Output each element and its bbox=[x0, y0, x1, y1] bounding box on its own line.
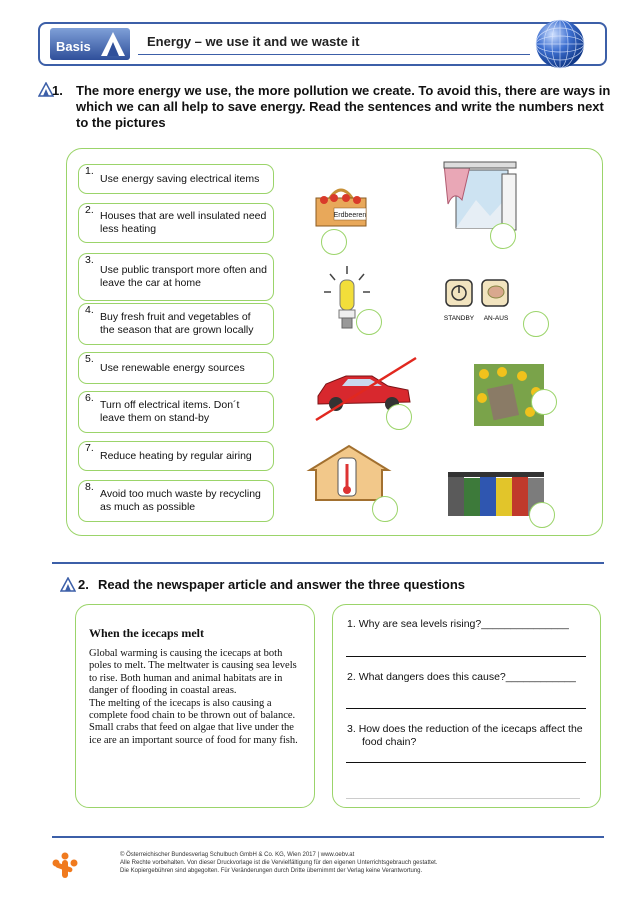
sentence-item-4 bbox=[78, 303, 274, 345]
item-number: 1. bbox=[85, 165, 94, 177]
sentence-item-5 bbox=[78, 352, 274, 384]
answer-circle-standby[interactable] bbox=[523, 311, 549, 337]
question-number: 2. bbox=[347, 671, 356, 683]
sentence-item-2 bbox=[78, 203, 274, 243]
sentence-item-7 bbox=[78, 441, 274, 471]
section-divider bbox=[52, 562, 604, 564]
question-number: 1. bbox=[347, 618, 356, 630]
answer-circle-window[interactable] bbox=[490, 223, 516, 249]
sentence-item-6 bbox=[78, 391, 274, 433]
basis-badge bbox=[50, 28, 130, 60]
page-title: Energy – we use it and we waste it bbox=[147, 34, 360, 49]
item-text: Turn off electrical items. Don´t leave them on stand-by bbox=[100, 399, 240, 424]
level-label: Basis bbox=[56, 39, 91, 54]
sentence-item-3 bbox=[78, 253, 274, 301]
answer-circle-basket[interactable] bbox=[321, 229, 347, 255]
task2-text: Read the newspaper article and answer the three questions bbox=[98, 577, 465, 592]
sentence-item-1 bbox=[78, 164, 274, 194]
item-text: Use energy saving electrical items bbox=[100, 172, 260, 185]
answer-circle-bulb[interactable] bbox=[356, 309, 382, 335]
item-number: 7. bbox=[85, 442, 94, 454]
item-text: Buy fresh fruit and vegetables of the season that are grown locally bbox=[100, 311, 254, 336]
task2-number: 2. bbox=[78, 577, 89, 592]
item-text: Reduce heating by regular airing bbox=[100, 449, 252, 462]
footer-line-1: © Österreichischer Bundesverlag Schulbuch GmbH & Co. KG, Wien 2017 | www.oebv.at bbox=[120, 852, 355, 858]
item-number: 3. bbox=[85, 254, 94, 266]
question-text: Why are sea levels rising?_______________ bbox=[358, 618, 569, 630]
task1-number: 1. bbox=[52, 83, 63, 98]
sentence-item-8 bbox=[78, 480, 274, 522]
question-3 bbox=[347, 723, 600, 748]
an-aus-label: AN-AUS bbox=[483, 315, 509, 322]
open-window-icon bbox=[440, 160, 522, 234]
item-number: 8. bbox=[85, 481, 94, 493]
footer-line-3: Die Kopiergebühren sind abgegolten. Für Veränderungen durch Dritte übernimmt der Verlag keine Verantwortung. bbox=[120, 868, 423, 874]
question-text: How does the reduction of the icecaps affect the food chain? bbox=[358, 723, 583, 748]
basket-label: Erdbeeren bbox=[333, 212, 367, 219]
level-triangle-icon bbox=[100, 30, 126, 58]
item-number: 2. bbox=[85, 204, 94, 216]
answer-line-1[interactable] bbox=[346, 656, 586, 657]
answer-circle-car[interactable] bbox=[386, 404, 412, 430]
task-level-icon bbox=[60, 577, 76, 593]
strawberry-basket-icon bbox=[312, 180, 370, 230]
answer-circle-bins[interactable] bbox=[529, 502, 555, 528]
item-text: Use renewable energy sources bbox=[100, 361, 245, 374]
item-text: Houses that are well insulated need less heating bbox=[100, 210, 267, 235]
item-text: Avoid too much waste by recycling as much as possible bbox=[100, 488, 261, 513]
footer-divider bbox=[52, 836, 604, 838]
question-text: What dangers does this cause?____________ bbox=[358, 671, 576, 683]
answer-line-3[interactable] bbox=[346, 762, 586, 763]
item-text: Use public transport more often and leave the car at home bbox=[100, 264, 267, 289]
question-1 bbox=[347, 618, 592, 631]
answer-line-2[interactable] bbox=[346, 708, 586, 709]
insulated-house-icon bbox=[306, 444, 392, 502]
standby-switch-icon bbox=[442, 276, 514, 324]
questions-frame bbox=[332, 604, 601, 808]
article-title: When the icecaps melt bbox=[89, 626, 204, 640]
item-number: 4. bbox=[85, 304, 94, 316]
answer-circle-house[interactable] bbox=[372, 496, 398, 522]
footer-line-2: Alle Rechte vorbehalten. Von dieser Druckvorlage ist die Vervielfältigung für den eigenen Unterrichtsgebrauch gestattet. bbox=[120, 860, 438, 866]
globe-icon bbox=[534, 18, 586, 70]
answer-line-4[interactable] bbox=[346, 798, 580, 799]
item-number: 5. bbox=[85, 353, 94, 365]
task1-text: The more energy we use, the more pollution we create. To avoid this, there are ways in which we can all help to save energy. Read the sentences and write the numbers next to the pictures bbox=[76, 83, 611, 130]
standby-label: STANDBY bbox=[443, 315, 475, 322]
publisher-logo-icon bbox=[52, 852, 78, 880]
item-number: 6. bbox=[85, 392, 94, 404]
question-number: 3. bbox=[347, 723, 356, 735]
article-body: Global warming is causing the icecaps at both poles to melt. The meltwater is causing sea levels to rise. Both human and animal habitats are in danger of flooding in coastal areas. The melting of the icecaps is also causing a complete food chain to be thrown out of balance. Small crabs that feed on algae that live under the ice are an important source of food for many fish. bbox=[89, 648, 298, 746]
answer-circle-renewable[interactable] bbox=[531, 389, 557, 415]
question-2 bbox=[347, 671, 592, 684]
footer-text bbox=[120, 851, 438, 875]
